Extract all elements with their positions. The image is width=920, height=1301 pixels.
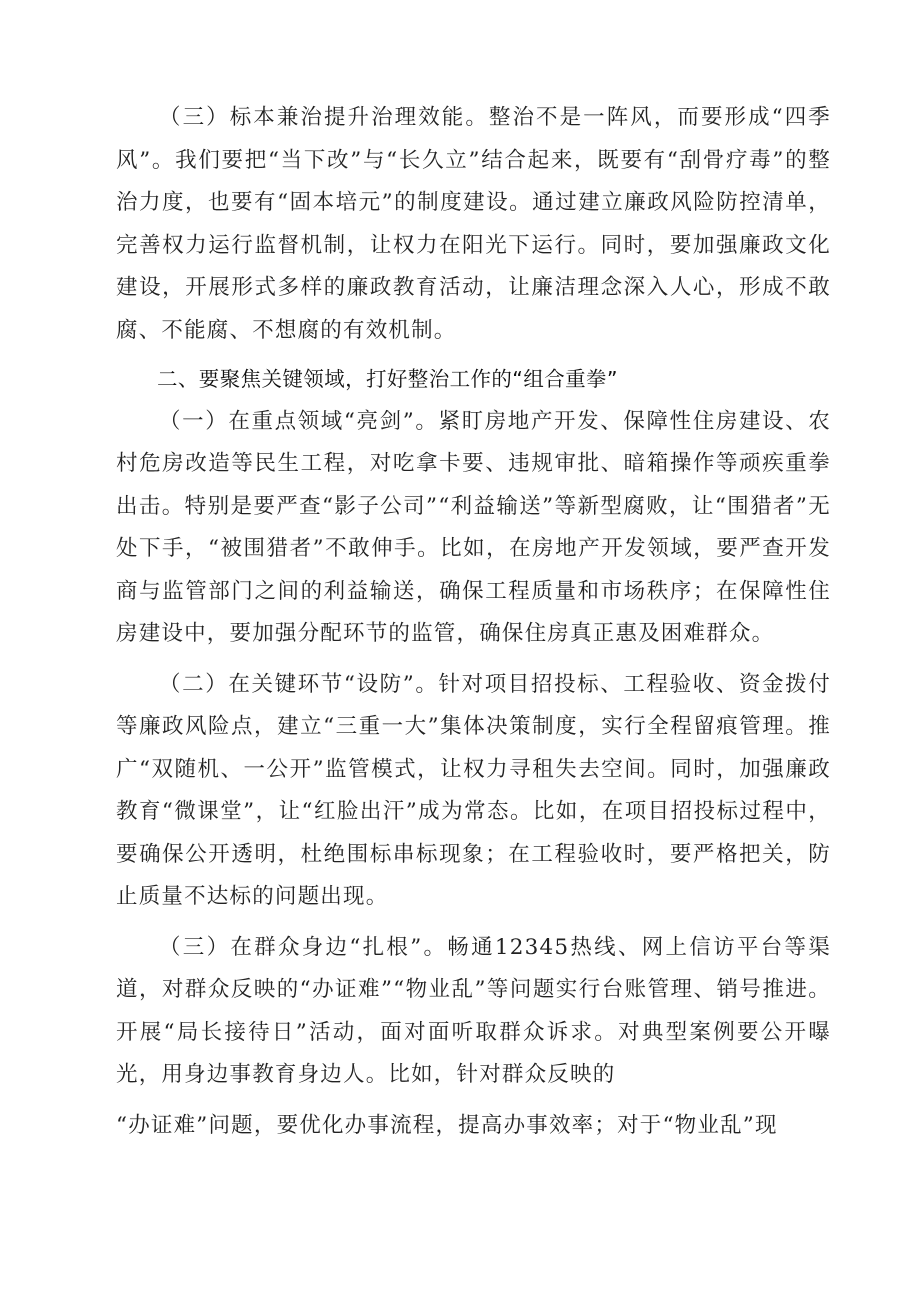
paragraph-grassroots: （三）在群众身边“扎根”。畅通12345热线、网上信访平台等渠道，对群众反映的“办证难”“物业乱”等问题实行台账管理、销号推进。开展“局长接待日”活动，面对面听取群众诉求。对典型案例要公开曝光，用身边事教育身边人。比如，针对群众反映的 — [116, 934, 831, 1087]
paragraph-key-fields: （一）在重点领域“亮剑”。紧盯房地产开发、保障性住房建设、农村危房改造等民生工程，对吃拿卡要、违规审批、暗箱操作等顽疾重拳出击。特别是要严查“影子公司”“利益输送”等新型腐败，让“围猎者”无处下手，“被围猎者”不敢伸手。比如，在房地产开发领域，要严查开发商与监管部门之间的利益输送，确保工程质量和市场秩序；在保障性住房建设中，要加强分配环节的监管，确保住房真正惠及困难群众。 — [116, 408, 831, 646]
paragraph-continued-line: “办证难”问题，要优化办事流程，提高办事效率；对于“物业乱”现 — [116, 1112, 778, 1138]
paragraph-key-links: （二）在关键环节“设防”。针对项目招投标、工程验收、资金拨付等廉政风险点，建立“三重一大”集体决策制度，实行全程留痕管理。推广“双随机、一公开”监管模式，让权力寻租失去空间。同时，加强廉政教育“微课堂”，让“红脸出汗”成为常态。比如，在项目招投标过程中，要确保公开透明，杜绝围标串标现象；在工程验收时，要严格把关，防止质量不达标的问题出现。 — [116, 671, 831, 909]
section-heading-key-areas: 二、要聚焦关键领域，打好整治工作的“组合重拳” — [157, 367, 618, 391]
document-page — [116, 97, 831, 1147]
paragraph-governance-efficiency: （三）标本兼治提升治理效能。整治不是一阵风，而要形成“四季风”。我们要把“当下改”与“长久立”结合起来，既要有“刮骨疗毒”的整治力度，也要有“固本培元”的制度建设。通过建立廉政风险防控清单，完善权力运行监督机制，让权力在阳光下运行。同时，要加强廉政文化建设，开展形式多样的廉政教育活动，让廉洁理念深入人心，形成不敢腐、不能腐、不想腐的有效机制。 — [116, 105, 831, 343]
